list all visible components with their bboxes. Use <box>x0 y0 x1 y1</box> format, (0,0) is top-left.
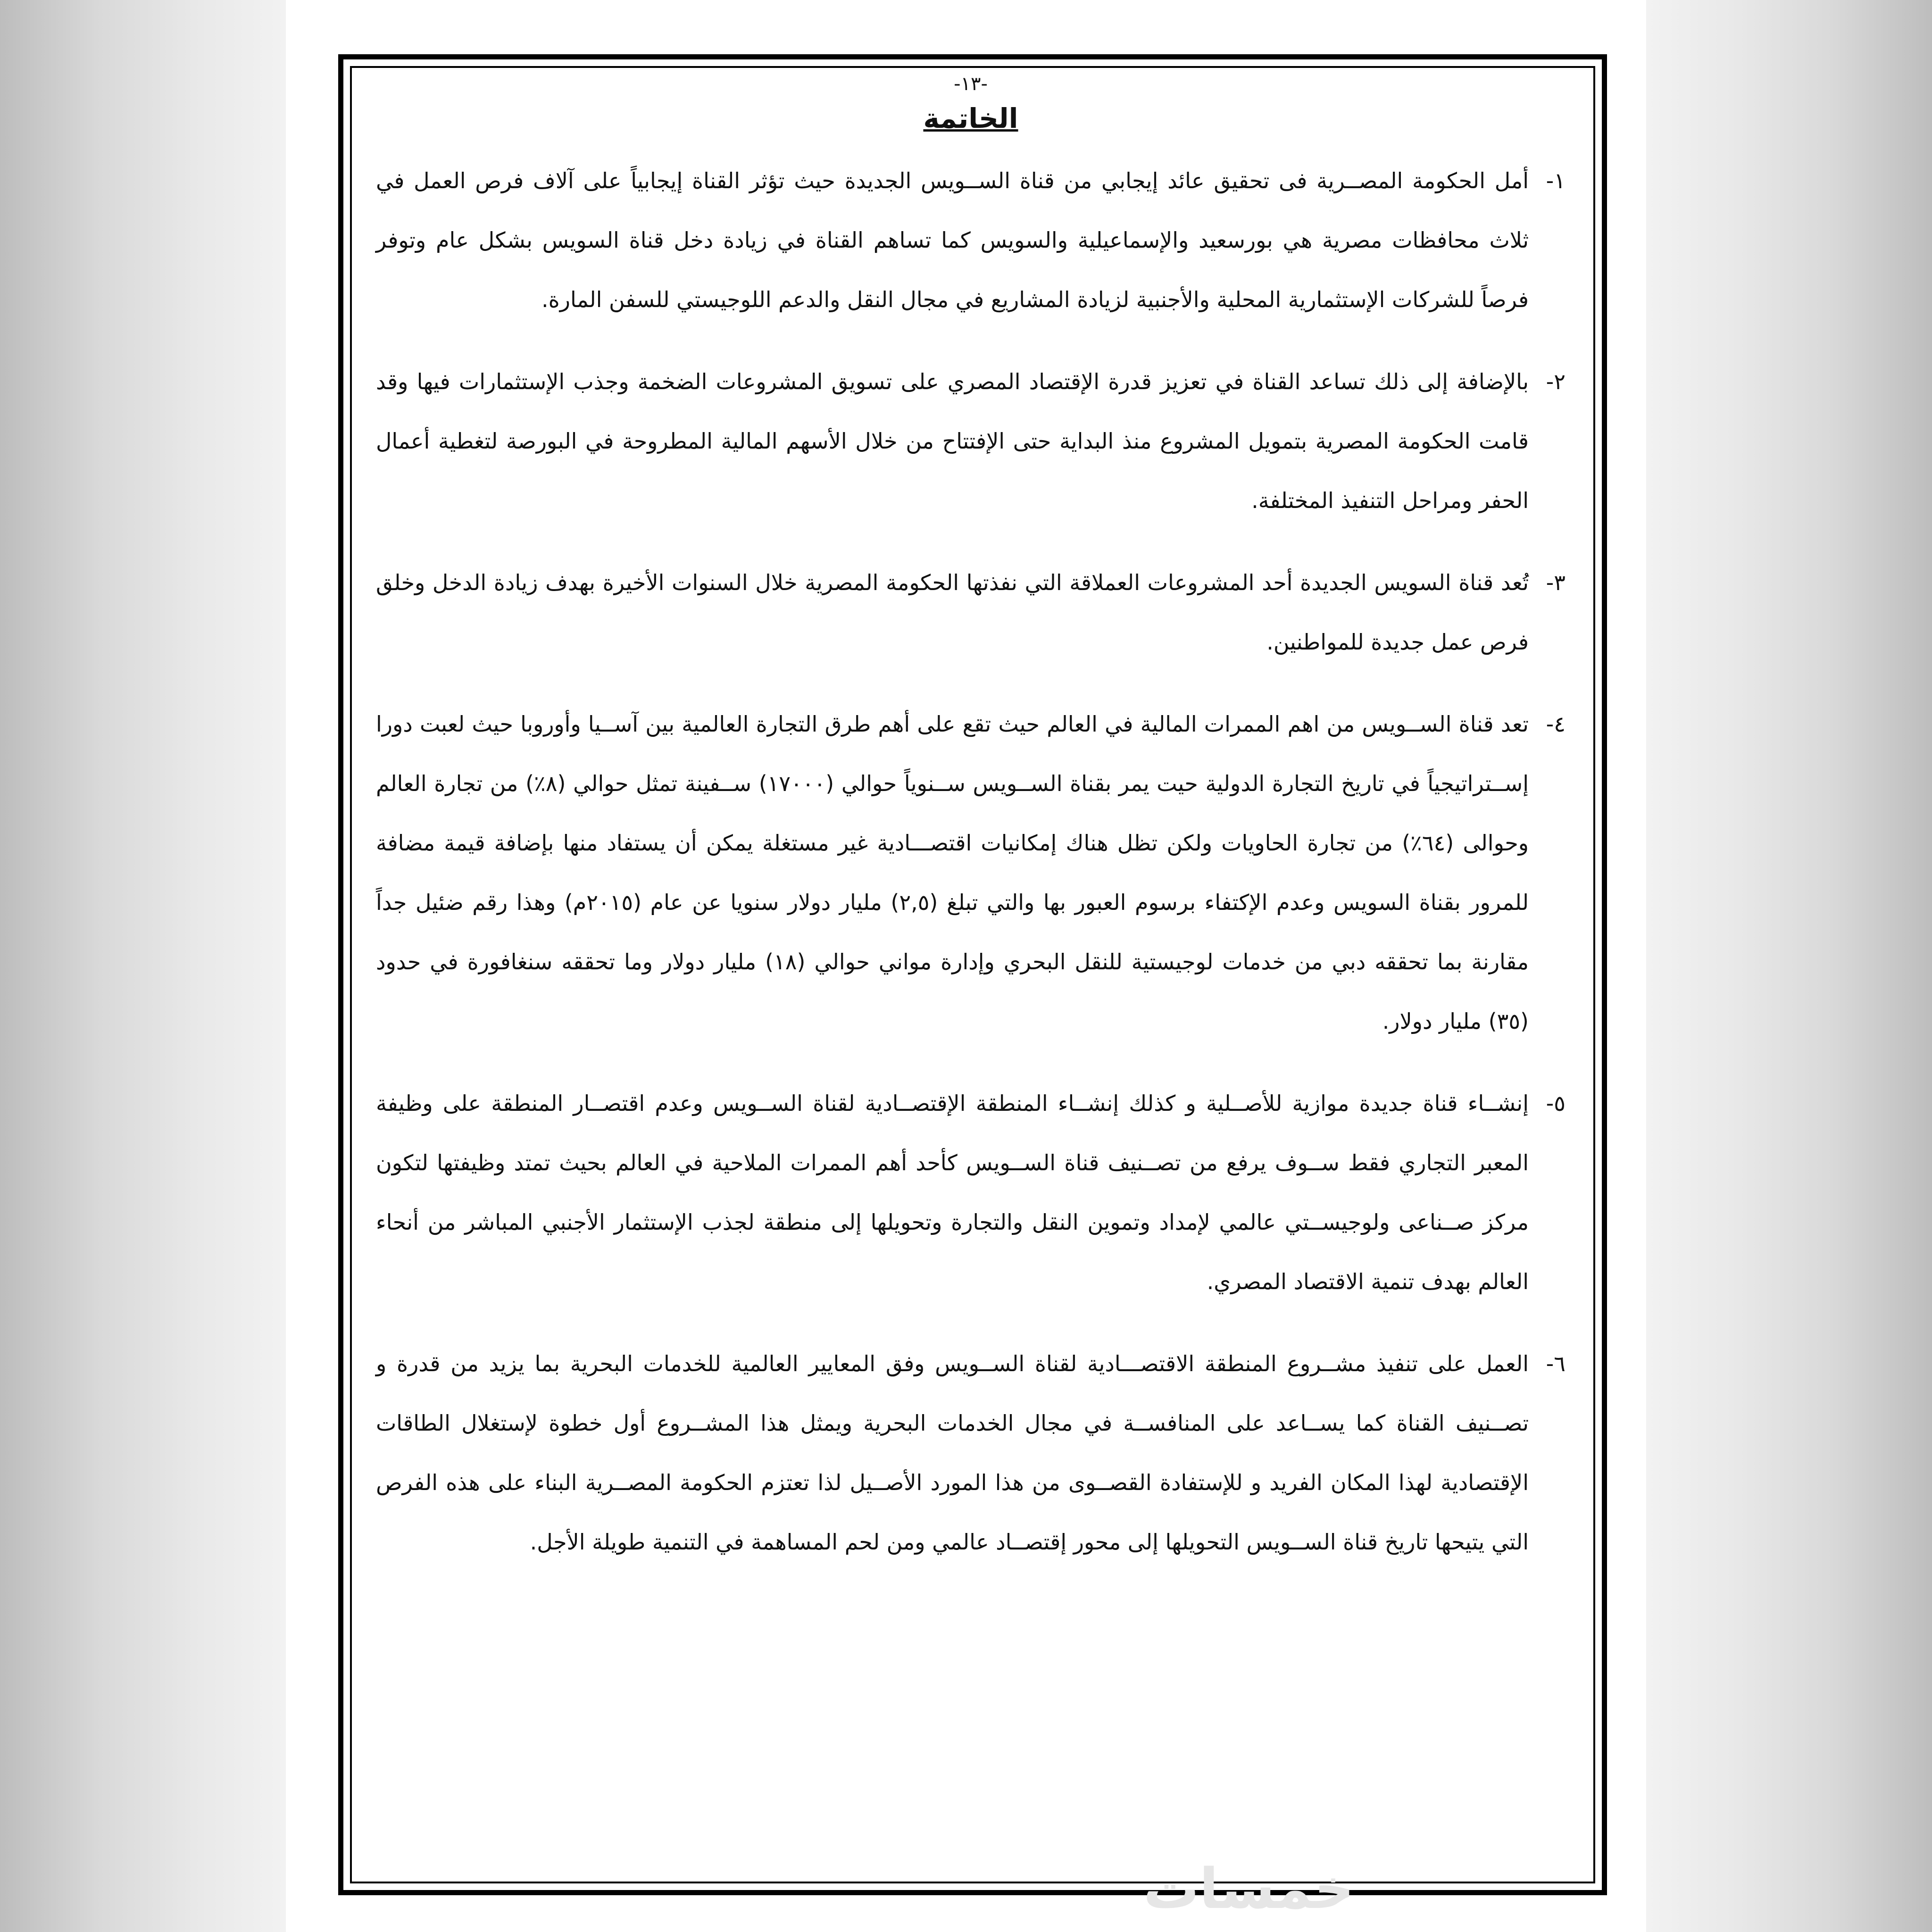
page-title: الخاتمة <box>923 102 1018 134</box>
list-item <box>376 352 1566 530</box>
list-item <box>376 553 1566 672</box>
page-number: -١٣- <box>954 73 988 95</box>
list-item-number: ٤- <box>1546 711 1566 737</box>
list-item-number: ٥- <box>1546 1091 1566 1116</box>
document-content <box>376 71 1566 1594</box>
list-item-number: ١- <box>1546 168 1566 193</box>
list-item <box>376 1334 1566 1572</box>
list-item-number: ٦- <box>1546 1351 1566 1376</box>
list-item-text: أمل الحكومة المصــرية فى تحقيق عائد إيجابي من قناة الســويس الجديدة حيث تؤثر القناة إيجابياً على آلاف فرص العمل في ثلاث محافظات مصرية هي بورسعيد والإسماعيلية والسويس كما تساهم القناة في زيادة دخل قناة السويس بشكل عام وتوفر فرصاً للشركات الإستثمارية المحلية والأجنبية لزيادة المشاريع في مجال النقل والدعم اللوجيستي للسفن المارة. <box>376 168 1529 312</box>
list-item <box>376 1074 1566 1311</box>
watermark-logo: خمسات <box>1143 1856 1355 1921</box>
list-item <box>376 694 1566 1051</box>
list-item-number: ٢- <box>1546 369 1566 394</box>
background-left-gutter <box>0 0 286 1932</box>
list-item-text: العمل على تنفيذ مشــروع المنطقة الاقتصـــادية لقناة الســويس وفق المعايير العالمية للخدمات البحرية بما يزيد من قدرة و تصــنيف القناة كما يســاعد على المنافســة في مجال الخدمات البحرية ويمثل هذا المشــروع أول خطوة لإستغلال الطاقات الإقتصادية لهذا المكان الفريد و للإستفادة القصــوى من هذا المورد الأصــيل لذا تعتزم الحكومة المصــرية البناء على هذه الفرص التي يتيحها تاريخ قناة الســويس التحويلها إلى محور إقتصــاد عالمي ومن لحم المساهمة في التنمية طويلة الأجل. <box>376 1351 1529 1555</box>
list-item-text: تُعد قناة السويس الجديدة أحد المشروعات العملاقة التي نفذتها الحكومة المصرية خلال السنوات الأخيرة بهدف زيادة الدخل وخلق فرص عمل جديدة للمواطنين. <box>376 570 1529 655</box>
document-page <box>286 0 1646 1932</box>
list-item <box>376 151 1566 329</box>
list-item-number: ٣- <box>1546 570 1566 595</box>
list-item-text: بالإضافة إلى ذلك تساعد القناة في تعزيز قدرة الإقتصاد المصري على تسويق المشروعات الضخمة وجذب الإستثمارات فيها وقد قامت الحكومة المصرية بتمويل المشروع منذ البداية حتى الإفتتاح من خلال الأسهم المالية المطروحة في البورصة لتغطية أعمال الحفر ومراحل التنفيذ المختلفة. <box>376 369 1529 513</box>
list-item-text: تعد قناة الســويس من اهم الممرات المالية في العالم حيث تقع على أهم طرق التجارة العالمية بين آســيا وأوروبا حيث لعبت دورا إســتراتيجياً في تاريخ التجارة الدولية حيت يمر بقناة الســويس ســنوياً حوالي (١٧٠٠٠) ســفينة تمثل حوالي (٨٪) من تجارة العالم وحوالى (٦٤٪) من تجارة الحاويات ولكن تظل هناك إمكانيات اقتصـــادية غير مستغلة يمكن أن يستفاد منها بإضافة قيمة مضافة للمرور بقناة السويس وعدم الإكتفاء برسوم العبور بها والتي تبلغ (٢,٥) مليار دولار سنويا عن عام (٢٠١٥م) وهذا رقم ضئيل جداً مقارنة بما تحققه دبي من خدمات لوجيستية للنقل البحري وإدارة مواني حوالي (١٨) مليار دولار وما تحققه سنغافورة في حدود (٣٥) مليار دولار. <box>376 711 1529 1034</box>
background-right-gutter <box>1646 0 1932 1932</box>
list-item-text: إنشــاء قناة جديدة موازية للأصــلية و كذلك إنشــاء المنطقة الإقتصــادية لقناة الســويس وعدم اقتصــار المنطقة على وظيفة المعبر التجاري فقط ســوف يرفع من تصــنيف قناة الســويس كأحد أهم الممرات الملاحية في العالم بحيث تمتد وظيفتها لتكون مركز صــناعى ولوجيســتي عالمي لإمداد وتموين النقل والتجارة وتحويلها إلى منطقة لجذب الإستثمار الأجنبي المباشر من أنحاء العالم بهدف تنمية الاقتصاد المصري. <box>376 1091 1529 1294</box>
